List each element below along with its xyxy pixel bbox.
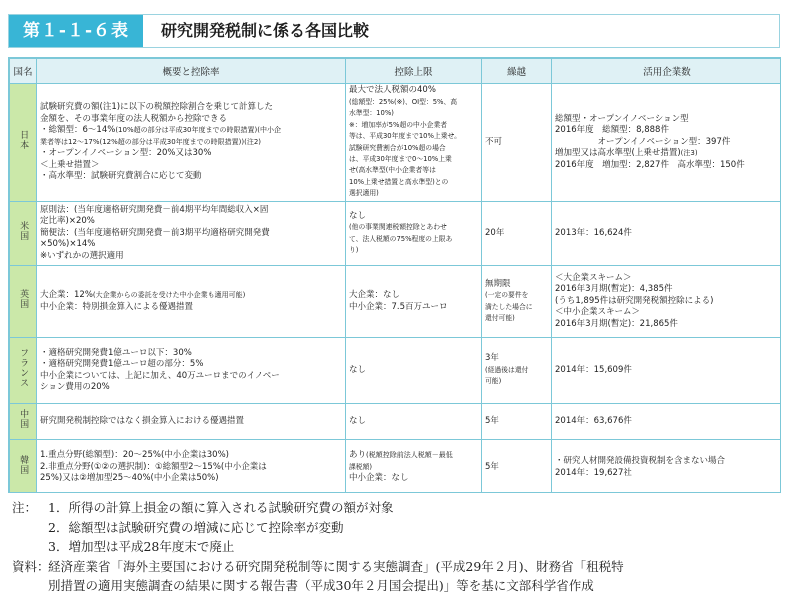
country-cell [10,202,37,266]
cell-line [555,160,779,171]
cell-text: ション費用の20% [40,381,110,392]
cell-text: 試験研究費の額(注1)に以下の税額控除割合を乗じて計算した [40,102,274,113]
cell-text: ＜大企業スキーム＞ [555,272,632,283]
cell-line [349,154,478,165]
column-header-limit: 控除上限 [346,59,482,84]
cell-line [485,313,548,324]
column-header-carryover: 繰越 [482,59,552,84]
column-header-usage: 活用企業数 [552,59,782,84]
limit-cell [346,440,482,494]
source-label: 資料： [12,558,50,574]
cell-line [349,188,478,199]
cell-small-text: て、法人税額の75%程度の上限あ [349,234,453,243]
cell-text: ・高水準型：試験研究費割合に応じて変動 [40,171,202,182]
note-item: 1．所得の計算上損金の額に算入される試験研究費の額が対象 [48,500,394,515]
cell-small-text: 10%上乗せ措置と高水準型)との [349,177,449,186]
cell-line [555,456,779,467]
cell-line [40,216,342,227]
cell-text: 5年 [485,461,499,472]
cell-line [485,416,548,427]
cell-line [349,450,478,461]
country-cell [10,404,37,440]
cell-line [555,137,779,148]
overview-cell [37,404,346,440]
cell-line [485,290,548,301]
carryover-cell [482,404,552,440]
cell-line [40,125,342,136]
cell-line [349,365,478,376]
cell-small-text: ※：増加率が5%超の中小企業者 [349,120,448,129]
cell-line [555,273,779,284]
country-name: 中国 [18,409,29,430]
cell-line [40,239,342,250]
cell-small-text: 満たした場合に [485,302,533,311]
cell-text: ・適格研究開発費1億ユーロ超の部分：5% [40,359,204,370]
cell-line [40,205,342,216]
cell-small-text: 還付可能) [485,313,515,322]
cell-text: なし [349,364,367,375]
cell-text: ・適格研究開発費1億ユーロ以下：30% [40,347,192,358]
table-row [10,202,782,266]
limit-cell [346,338,482,404]
cell-line [40,359,342,370]
carryover-cell [482,338,552,404]
table-title: 研究開発税制に係る各国比較 [161,21,370,40]
cell-line [40,473,342,484]
cell-line [485,353,548,364]
cell-line [40,160,342,171]
cell-text: 2014年：15,609件 [555,364,632,375]
cell-line [485,228,548,239]
cell-text: 不可 [485,136,503,147]
cell-line [555,228,779,239]
cell-line [40,290,342,301]
cell-text: ・総額型：6～14% [40,125,116,136]
cell-text: 大企業：12% [40,290,93,301]
cell-line [555,307,779,318]
cell-small-text: (税額控除前法人税額－最低 [366,451,453,460]
cell-text: 増加型又は高水準型(上乗せ措置) [555,148,681,159]
cell-small-text: り) [349,245,359,254]
cell-line [555,125,779,136]
cell-small-text: 選択適用) [349,189,379,198]
carryover-cell [482,84,552,202]
country-name: 韓国 [18,455,29,476]
cell-line [40,348,342,359]
country-cell [10,84,37,202]
note-row [12,537,784,557]
table-row [10,84,782,202]
cell-line [349,290,478,301]
cell-line [40,382,342,393]
cell-text: ※いずれかの選択適用 [40,250,124,261]
cell-small-text: 水準型：10%) [349,109,394,118]
cell-text: あり [349,450,367,461]
limit-cell [346,202,482,266]
cell-line [349,97,478,108]
cell-text: オープンイノベーション型：397件 [555,136,731,147]
overview-cell [37,202,346,266]
overview-cell [37,338,346,404]
cell-line [555,296,779,307]
cell-line [40,137,342,148]
cell-text: 2014年：19,627社 [555,467,632,478]
cell-line [349,108,478,119]
cell-line [349,177,478,188]
cell-small-text: (総額型：25%(※)、OI型：5%、高 [349,97,458,106]
cell-line [40,251,342,262]
cell-line [485,365,548,376]
cell-text: 5年 [485,415,499,426]
cell-text: (うち1,895件は研究開発税額控除による) [555,295,714,306]
source-row [12,576,784,596]
cell-text: 定比率)×20% [40,216,95,227]
limit-cell [346,404,482,440]
cell-small-text: (一定の要件を [485,291,529,300]
column-header-country: 国名 [10,59,37,84]
cell-small-text: 試験研究費割合が10%超の場合 [349,143,446,152]
table-header-row [10,59,782,84]
country-cell [10,338,37,404]
cell-small-text: (他の事業関連税額控除とあわせ [349,223,447,232]
overview-cell [37,266,346,338]
country-name: 日本 [18,130,29,151]
cell-line [349,416,478,427]
cell-line [349,211,478,222]
overview-cell [37,84,346,202]
cell-line [555,148,779,159]
notes-section [12,498,784,596]
cell-small-text: (大企業からの委託を受けた中小企業も適用可能) [92,291,246,300]
cell-text: ・オープンイノベーション型：20%又は30% [40,148,212,159]
cell-small-text: (注3) [680,149,698,158]
cell-line [349,473,478,484]
country-name: 英国 [18,289,29,310]
cell-text: 中小企業については、上記に加え、40万ユーロまでのイノベー [40,370,280,381]
cell-text: 2016年3月期(暫定)：4,385件 [555,284,673,295]
cell-text: ＜上乗せ措置＞ [40,159,100,170]
cell-line [40,102,342,113]
cell-line [485,279,548,290]
comparison-table [8,57,781,493]
carryover-cell [482,440,552,494]
cell-line [349,234,478,245]
cell-line [555,365,779,376]
carryover-cell [482,266,552,338]
cell-text: 総額型・オープンイノベーション型 [555,113,689,124]
cell-text: 研究開発税制控除ではなく損金算入における優遇措置 [40,415,245,426]
cell-text: 25%)又は②増加型25～40%(中小企業は50%) [40,473,219,484]
usage-cell [552,404,782,440]
cell-line [349,143,478,154]
cell-text: 中小企業：特別損金算入による優遇措置 [40,301,194,312]
cell-text: 原則法：(当年度適格研究開発費－前4期平均年間総収入×固 [40,204,269,215]
cell-small-text: 可能) [485,377,502,386]
cell-text: 中小企業：なし [349,473,409,484]
cell-text: 中小企業：7.5百万ユーロ [349,301,448,312]
cell-text: 2013年：16,624件 [555,227,632,238]
country-name: フランス [18,348,29,389]
cell-small-text: は、平成30年度まで0～10%上乗 [349,154,452,163]
cell-line [349,120,478,131]
table-row [10,266,782,338]
cell-line [40,148,342,159]
cell-text: 20年 [485,227,505,238]
cell-text: 2016年3月期(暫定)：21,865件 [555,318,678,329]
cell-line [349,85,478,96]
cell-line [555,284,779,295]
source-row [12,557,784,577]
cell-line [349,302,478,313]
table-row [10,338,782,404]
cell-small-text: 業者等は12～17%(12%超の部分は平成30年度までの時限措置))(注2) [40,137,262,146]
cell-line [349,462,478,473]
table-row [10,440,782,494]
source-line: 経済産業省「海外主要国における研究開発税制等に関する実態調査」(平成29年２月)、財務省「租税特 [48,558,624,574]
cell-line [555,114,779,125]
country-cell [10,266,37,338]
cell-text: 3年 [485,353,499,364]
cell-small-text: 課税額) [349,462,373,471]
usage-cell [552,266,782,338]
cell-line [40,416,342,427]
cell-line [485,302,548,313]
source-line: 別措置の適用実態調査の結果に関する報告書（平成30年２月国会提出)」等を基に文部科学省作成 [48,578,594,593]
limit-cell [346,84,482,202]
usage-cell [552,84,782,202]
table-number-badge: 第１-１-６表 [9,15,143,47]
cell-line [40,114,342,125]
cell-text: 簡便法：(当年度適格研究開発費－前3期平均適格研究開発費 [40,227,270,238]
cell-line [40,171,342,182]
carryover-cell [482,202,552,266]
cell-line [40,371,342,382]
cell-small-text: (10%超の部分は平成30年度までの時限措置)(中小企 [115,126,281,135]
cell-text: なし [349,210,367,221]
note-row [12,518,784,538]
cell-text: 2014年：63,676件 [555,415,632,426]
cell-small-text: (経過後は還付 [485,365,529,374]
column-header-overview: 概要と控除率 [37,59,346,84]
overview-cell [37,440,346,494]
country-name: 米国 [18,221,29,242]
cell-line [40,302,342,313]
cell-line [349,245,478,256]
cell-line [485,137,548,148]
cell-line [349,222,478,233]
cell-text: 無期限 [485,278,511,289]
cell-text: ×50%)×14% [40,239,96,250]
cell-text: 最大で法人税額の40% [349,85,436,96]
usage-cell [552,440,782,494]
usage-cell [552,202,782,266]
cell-text: 大企業：なし [349,290,401,301]
limit-cell [346,266,482,338]
cell-line [555,416,779,427]
note-item: 2．総額型は試験研究費の増減に応じて控除率が変動 [48,519,344,535]
cell-line [349,165,478,176]
notes-label: 注： [12,500,38,515]
cell-line [40,228,342,239]
country-cell [10,440,37,494]
cell-line [555,468,779,479]
cell-small-text: せ(高水準型(中小企業者等は [349,166,436,175]
cell-text: なし [349,415,367,426]
cell-text: 2016年度 総額型：8,888件 [555,125,669,136]
cell-line [485,462,548,473]
table-row [10,404,782,440]
cell-line [555,319,779,330]
usage-cell [552,338,782,404]
table-header [8,14,780,48]
cell-text: ・研究人材開発設備投資税制を含まない場合 [555,456,726,467]
cell-line [40,450,342,461]
cell-line [40,462,342,473]
cell-text: 2.非重点分野(①②の選択制)：①総額型2～15%(中小企業は [40,461,267,472]
note-row [12,498,784,518]
cell-text: 1.重点分野(総額型)：20～25%(中小企業は30%) [40,450,229,461]
cell-line [349,131,478,142]
note-item: 3．増加型は平成28年度末で廃止 [48,539,235,554]
cell-line [485,376,548,387]
cell-text: 金額を、その事業年度の法人税額から控除できる [40,113,228,124]
cell-text: 2016年度 増加型：2,827件 高水準型：150件 [555,159,745,170]
cell-text: ＜中小企業スキーム＞ [555,307,641,318]
cell-small-text: 等は、平成30年度まで10%上乗せ。 [349,132,461,141]
